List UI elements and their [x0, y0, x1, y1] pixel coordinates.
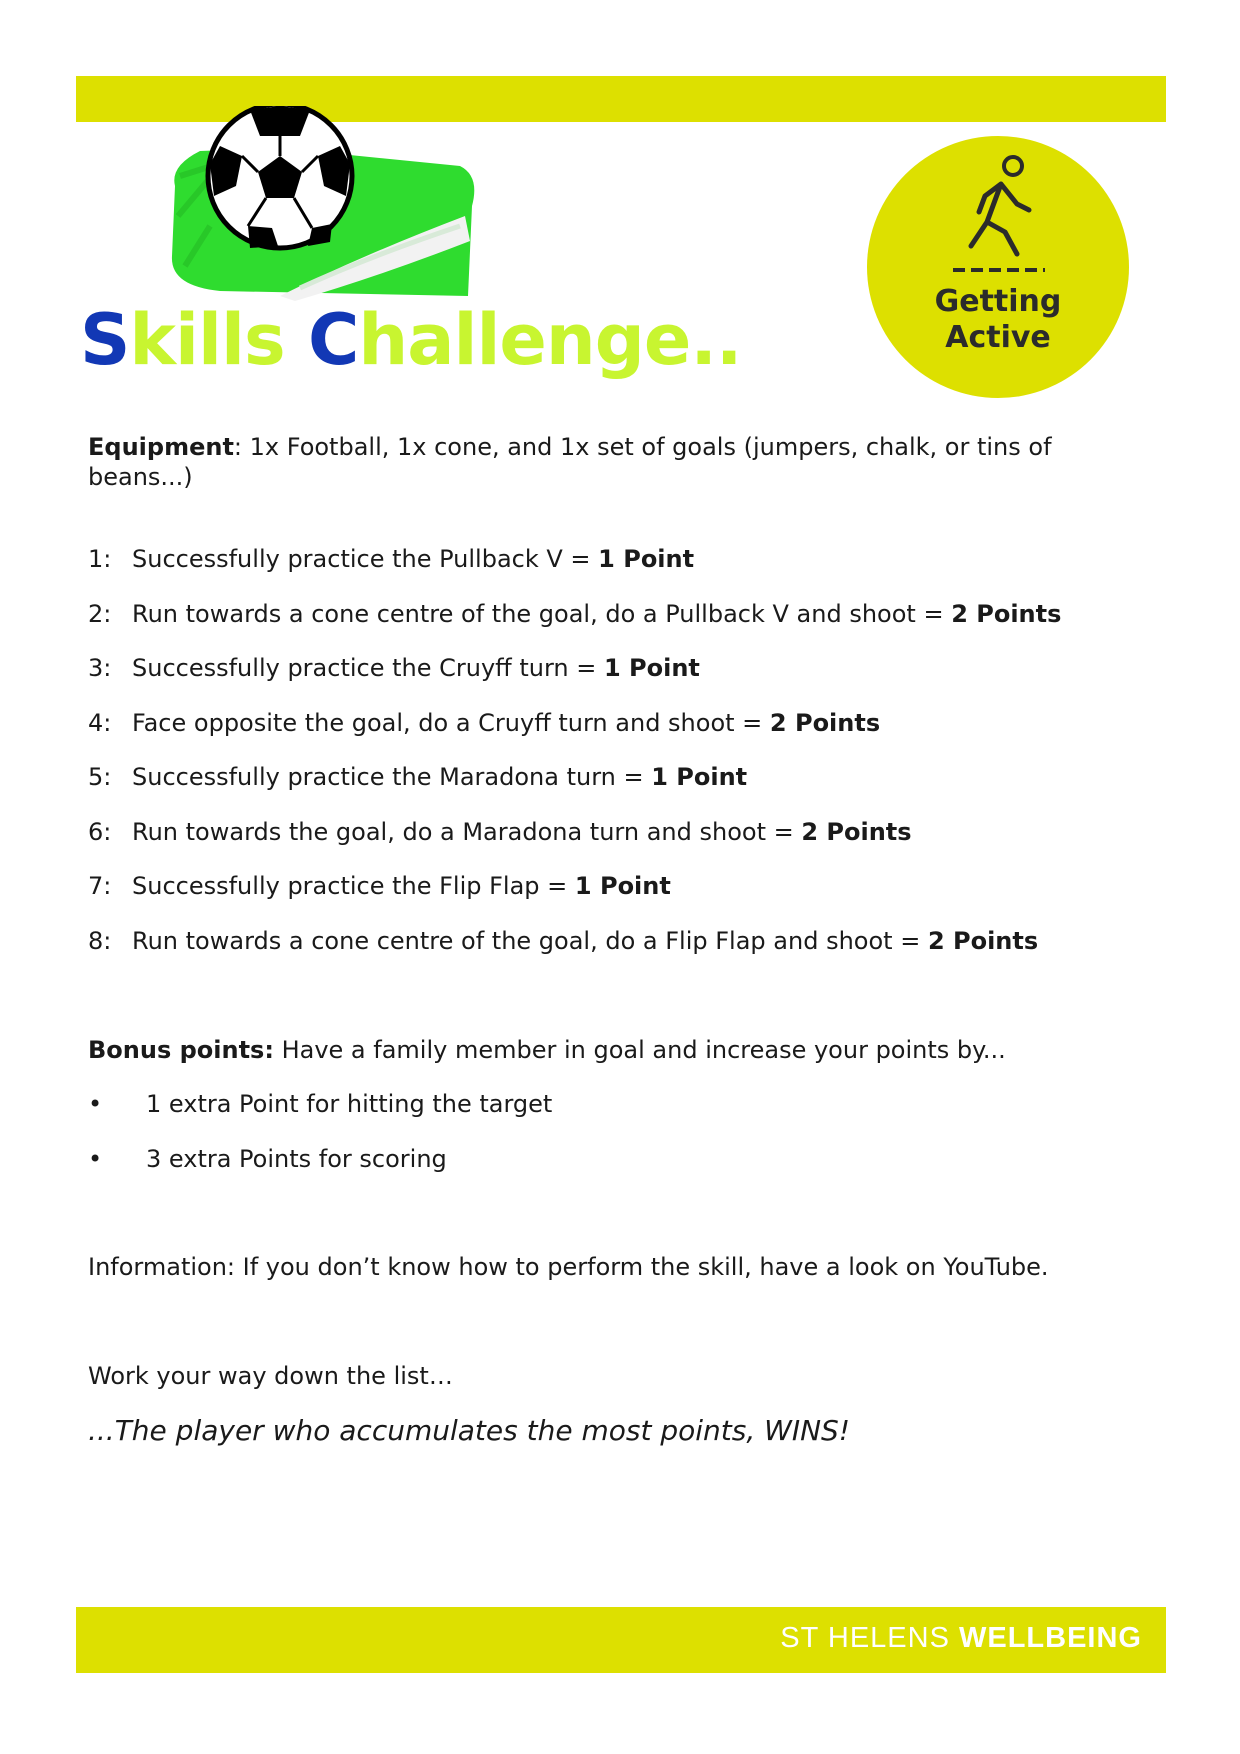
getting-active-badge	[867, 136, 1129, 398]
list-item: 6: Run towards the goal, do a Maradona turn and shoot = 2 Points	[88, 817, 912, 846]
list-item: 5: Successfully practice the Maradona turn = 1 Point	[88, 763, 748, 791]
bonus-points-line	[88, 1035, 1006, 1065]
footer-bar	[76, 1607, 1166, 1673]
list-item: 3: Successfully practice the Cruyff turn = 1 Point	[88, 654, 700, 682]
final-line: ...The player who accumulates the most points, WINS!	[88, 1414, 851, 1447]
work-down-line: Work your way down the list…	[88, 1362, 453, 1390]
list-item: 1: Successfully practice the Pullback V = 1 Point	[88, 545, 695, 573]
list-item: 7: Successfully practice the Flip Flap = 1 Point	[88, 872, 671, 900]
badge-line-1: Getting	[934, 284, 1062, 319]
football-icon	[160, 106, 480, 306]
challenge-content	[88, 432, 1148, 1447]
equipment-text: : 1x Football, 1x cone, and 1x set of goals (jumpers, chalk, or tins of beans...)	[88, 433, 1052, 491]
list-item: 4: Face opposite the goal, do a Cruyff turn and shoot = 2 Points	[88, 708, 881, 737]
bonus-bullet: • 1 extra Point for hitting the target	[88, 1090, 553, 1118]
walking-person-icon	[951, 154, 1047, 272]
bonus-bullet: • 3 extra Points for scoring	[88, 1145, 447, 1173]
st-helens-wellbeing-logo: ST HELENS WELLBEING	[780, 1622, 1142, 1654]
badge-line-2: Active	[945, 320, 1051, 355]
bonus-label: Bonus points:	[88, 1036, 274, 1064]
equipment-label: Equipment	[88, 433, 234, 461]
skills-list	[88, 544, 1061, 980]
list-item: 2: Run towards a cone centre of the goal, do a Pullback V and shoot = 2 Points	[88, 599, 1062, 628]
bonus-text: Have a family member in goal and increase your points by...	[273, 1036, 1006, 1064]
skills-challenge-title: Skills Challenge..	[80, 299, 742, 381]
list-item: 8: Run towards a cone centre of the goal, do a Flip Flap and shoot = 2 Points	[88, 926, 1039, 955]
equipment-line	[88, 432, 1148, 492]
information-line: Information: If you don’t know how to perform the skill, have a look on YouTube.	[88, 1253, 1049, 1281]
